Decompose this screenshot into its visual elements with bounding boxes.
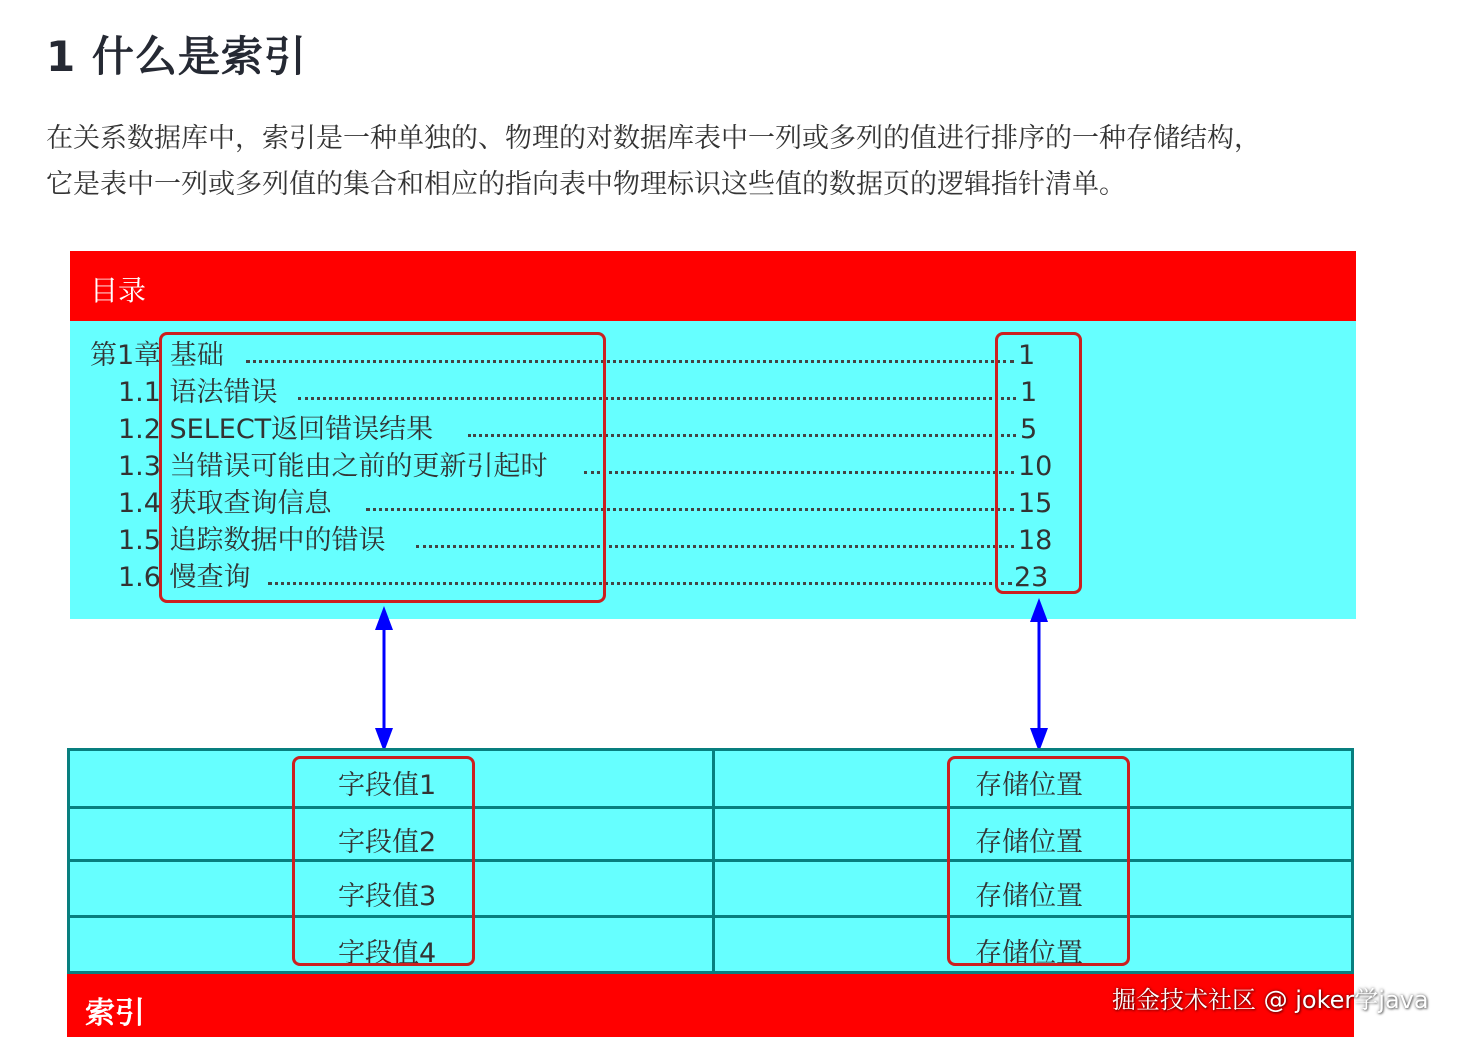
field-value-cell: 字段值1 bbox=[338, 770, 437, 801]
toc-entry-page: 5 bbox=[1020, 414, 1038, 445]
storage-location-cell: 存储位置 bbox=[975, 827, 1083, 858]
column-divider bbox=[712, 751, 715, 971]
intro-paragraph-line-1: 在关系数据库中，索引是一种单独的、物理的对数据库表中一列或多列的值进行排序的一种存储结构， bbox=[46, 123, 1261, 154]
toc-title-highlight-box bbox=[159, 332, 606, 603]
toc-header bbox=[70, 251, 1356, 321]
toc-entry-label: 1.1 语法错误 bbox=[118, 377, 278, 408]
toc-entry-label: 1.3 当错误可能由之前的更新引起时 bbox=[118, 451, 548, 482]
toc-leader-dots bbox=[584, 471, 1014, 474]
toc-entry-page: 10 bbox=[1018, 451, 1053, 482]
toc-entry-label: 1.2 SELECT返回错误结果 bbox=[118, 414, 434, 445]
table-row bbox=[70, 809, 1351, 862]
toc-entry-label: 第1章 基础 bbox=[90, 340, 224, 371]
storage-location-cell: 存储位置 bbox=[975, 881, 1083, 912]
storage-location-cell: 存储位置 bbox=[975, 938, 1083, 969]
watermark-text: 掘金技术社区 @ joker学java bbox=[1112, 986, 1429, 1014]
toc-entry-page: 1 bbox=[1018, 340, 1036, 371]
toc-entry-label: 1.4 获取查询信息 bbox=[118, 488, 332, 519]
table-row bbox=[70, 751, 1351, 809]
toc-entry-page: 23 bbox=[1014, 562, 1049, 593]
field-value-cell: 字段值2 bbox=[338, 827, 437, 858]
toc-header-label: 目录 bbox=[90, 274, 147, 307]
index-table bbox=[67, 748, 1354, 974]
toc-entry-page: 18 bbox=[1018, 525, 1053, 556]
field-value-cell: 字段值3 bbox=[338, 881, 437, 912]
toc-entry-page: 15 bbox=[1018, 488, 1053, 519]
bidirectional-arrow-left bbox=[368, 604, 400, 754]
toc-entry-label: 1.6 慢查询 bbox=[118, 562, 251, 593]
field-value-cell: 字段值4 bbox=[338, 938, 437, 969]
intro-paragraph-line-2: 它是表中一列或多列值的集合和相应的指向表中物理标识这些值的数据页的逻辑指针清单。 bbox=[46, 169, 1126, 200]
toc-entry-page: 1 bbox=[1020, 377, 1038, 408]
storage-locations-highlight-box bbox=[947, 756, 1130, 966]
bidirectional-arrow-right bbox=[1023, 596, 1055, 754]
index-footer-label: 索引 bbox=[85, 996, 145, 1031]
field-values-highlight-box bbox=[292, 756, 475, 966]
page-title: 1 什么是索引 bbox=[46, 32, 307, 81]
storage-location-cell: 存储位置 bbox=[975, 770, 1083, 801]
table-row bbox=[70, 862, 1351, 918]
toc-entry-label: 1.5 追踪数据中的错误 bbox=[118, 525, 386, 556]
toc-page-highlight-box bbox=[995, 332, 1082, 594]
